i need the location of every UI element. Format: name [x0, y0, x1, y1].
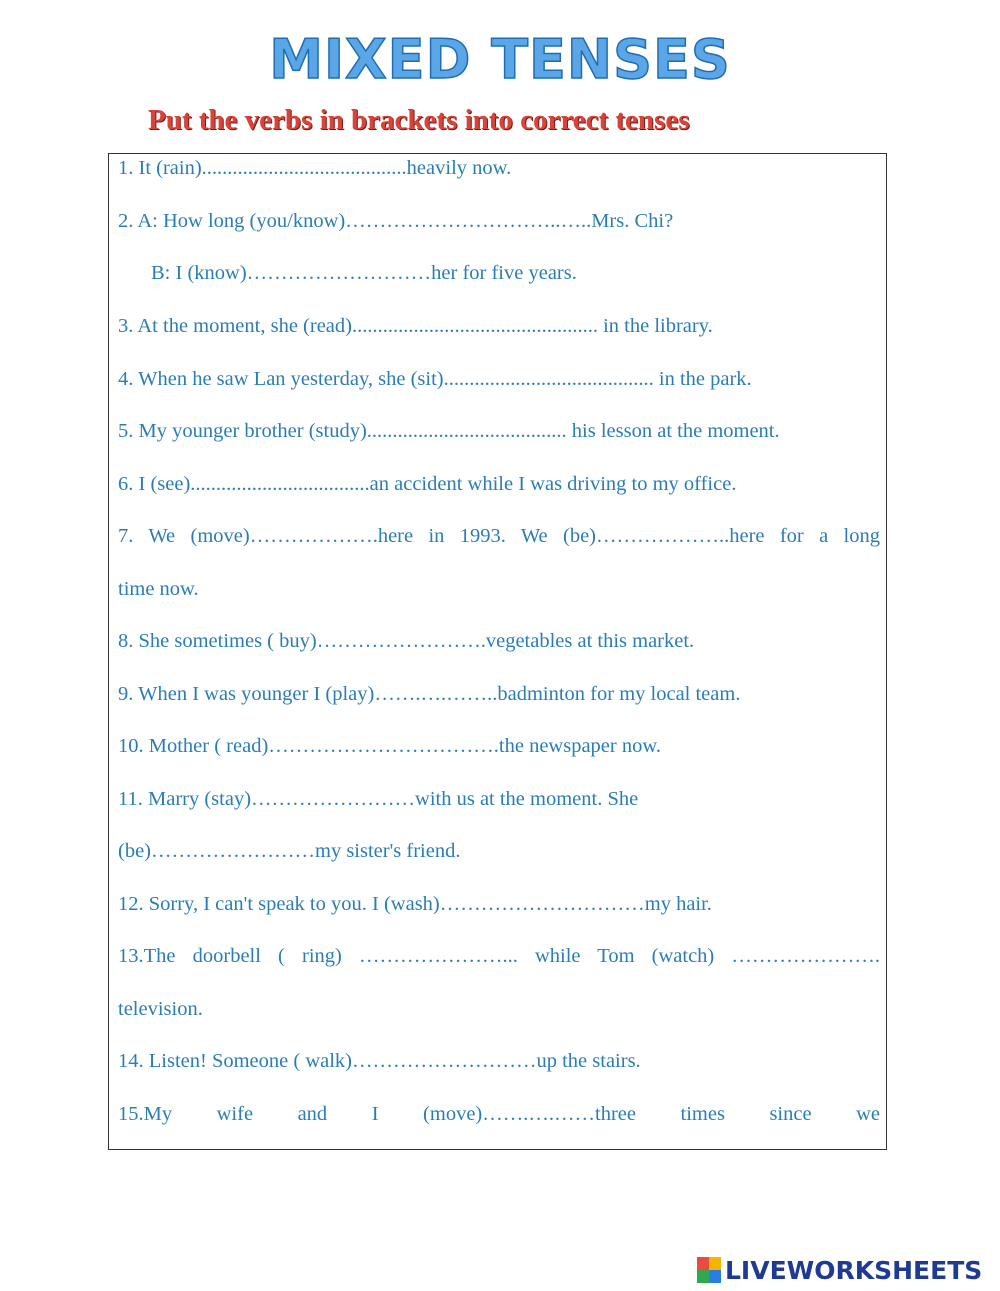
logo-square-green: [697, 1270, 709, 1283]
liveworksheets-wordmark: LIVEWORKSHEETS: [725, 1255, 983, 1285]
exercise-line-11a: 11. Marry (stay)……………………with us at the moment. She: [118, 788, 639, 810]
exercise-line-13a: 13.The doorbell ( ring) …………………... while Tom (watch) ………………….: [118, 945, 880, 967]
exercise-line-8: 8. She sometimes ( buy)…………………….vegetables at this market.: [118, 630, 695, 652]
exercise-line-10: 10. Mother ( read)…………………………….the newspaper now.: [118, 735, 661, 757]
exercise-line-4: 4. When he saw Lan yesterday, she (sit)......................................... in the park.: [118, 368, 752, 390]
instructions-subtitle: Put the verbs in brackets into correct tenses: [148, 104, 690, 136]
liveworksheets-icon: [697, 1257, 721, 1283]
exercise-line-14: 14. Listen! Someone ( walk)………………………up the stairs.: [118, 1050, 641, 1072]
exercise-line-9: 9. When I was younger I (play)…….….……..badminton for my local team.: [118, 683, 741, 705]
exercise-line-13b: television.: [118, 998, 203, 1020]
exercise-line-3: 3. At the moment, she (read)................................................ in the library.: [118, 315, 713, 337]
exercise-line-1: 1. It (rain)........................................heavily now.: [118, 157, 512, 179]
liveworksheets-logo[interactable]: [697, 1254, 982, 1286]
exercise-line-2b: B: I (know)………………………her for five years.: [151, 262, 577, 284]
exercise-box: [108, 153, 887, 1150]
worksheet-title: MIXED TENSES: [269, 28, 731, 91]
logo-square-yellow: [709, 1257, 721, 1270]
logo-square-blue: [709, 1270, 721, 1283]
exercise-line-2a: 2. A: How long (you/know)…………………………..…..Mrs. Chi?: [118, 210, 674, 232]
exercise-line-7a: 7. We (move)……………….here in 1993. We (be)………………..here for a long: [118, 525, 880, 547]
exercise-line-11b: (be)……………………my sister's friend.: [118, 840, 461, 862]
exercise-line-6: 6. I (see)...................................an accident while I was driving to my office.: [118, 473, 737, 495]
exercise-line-5: 5. My younger brother (study)....................................... his lesson at the moment.: [118, 420, 780, 442]
exercise-line-12: 12. Sorry, I can't speak to you. I (wash)…………………………my hair.: [118, 893, 712, 915]
exercise-line-15: 15.My wife and I (move)…….….……three times since we: [118, 1103, 880, 1125]
logo-square-red: [697, 1257, 709, 1270]
exercise-line-7b: time now.: [118, 578, 199, 600]
